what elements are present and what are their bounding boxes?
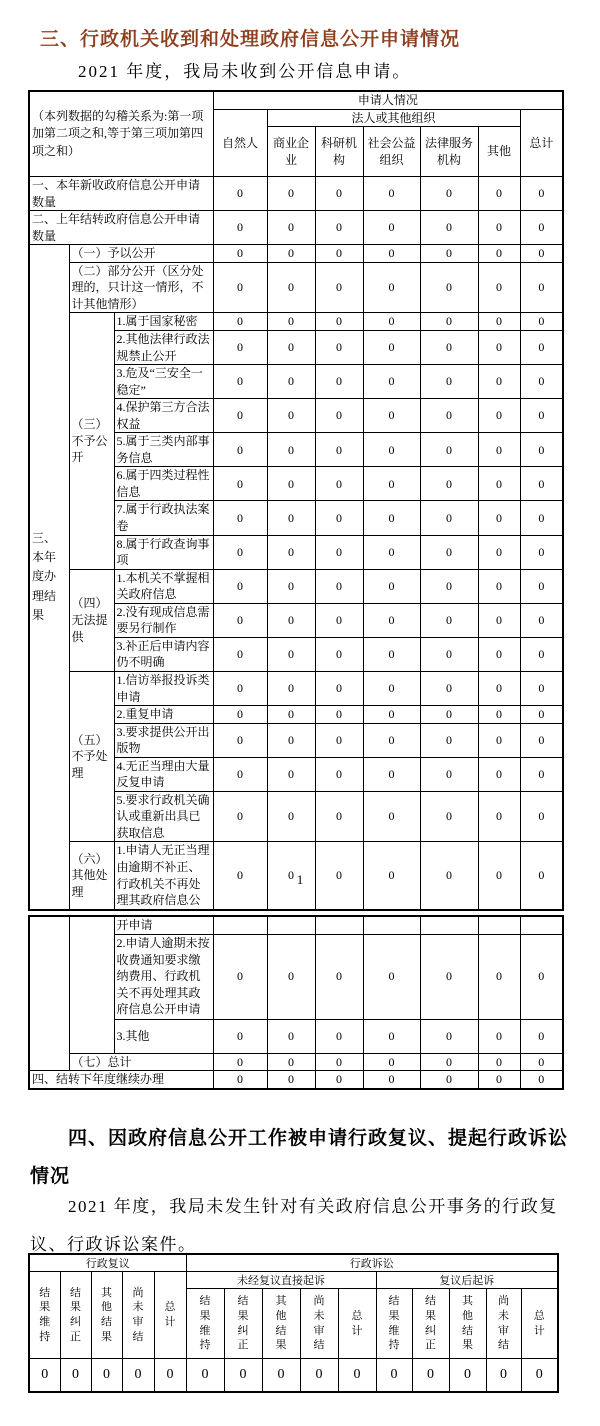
row-label-carryover: 二、上年结转政府信息公开申请数量: [29, 211, 213, 245]
header-cell: [122, 1272, 154, 1359]
value-cell: 0: [520, 1019, 563, 1053]
header-result-corrected: 结果纠正: [425, 1295, 437, 1352]
value-cell: 0: [315, 1071, 363, 1089]
value-cell: 0: [338, 1359, 376, 1392]
value-cell: 0: [478, 365, 520, 399]
value-cell: 0: [213, 757, 267, 791]
value-cell: 0: [478, 791, 520, 842]
value-cell: 0: [186, 1359, 224, 1392]
row-label: 3.其他: [114, 1019, 213, 1053]
value-cell: 0: [154, 1359, 186, 1392]
value-cell: 0: [520, 842, 563, 910]
value-cell: 0: [363, 262, 420, 313]
value-cell: 0: [213, 211, 267, 245]
value-cell: 0: [213, 313, 267, 331]
section-4-heading: 四、因政府信息公开工作被申请行政复议、提起行政诉讼情况: [30, 1128, 569, 1187]
value-cell: 0: [262, 1359, 300, 1392]
group-label-other-handling: （六）其他处理: [69, 842, 114, 910]
value-cell: 0: [267, 211, 315, 245]
value-cell: 0: [520, 331, 563, 365]
value-cell: 0: [420, 245, 478, 263]
value-cell: 0: [420, 723, 478, 757]
header-total: 总计: [533, 1309, 545, 1337]
value-cell: 0: [420, 1053, 478, 1071]
value-cell: 0: [315, 331, 363, 365]
value-cell: [315, 916, 363, 934]
value-cell: 0: [60, 1359, 91, 1392]
value-cell: [363, 916, 420, 934]
value-cell: 0: [213, 671, 267, 705]
value-cell: 0: [521, 1359, 558, 1392]
value-cell: 0: [478, 671, 520, 705]
value-cell: 0: [478, 399, 520, 433]
header-total: 总计: [520, 109, 563, 177]
value-cell: 0: [420, 842, 478, 910]
value-cell: 0: [363, 1071, 420, 1089]
value-cell: 0: [363, 177, 420, 211]
value-cell: 0: [213, 535, 267, 569]
header-cell: [412, 1289, 449, 1359]
value-cell: 0: [520, 262, 563, 313]
value-cell: 0: [520, 245, 563, 263]
value-cell: 0: [363, 706, 420, 724]
value-cell: 0: [520, 177, 563, 211]
value-cell: 0: [478, 569, 520, 603]
value-cell: 0: [213, 177, 267, 211]
value-cell: 0: [363, 331, 420, 365]
value-cell: 0: [420, 313, 478, 331]
value-cell: 0: [213, 365, 267, 399]
value-cell: 0: [300, 1359, 338, 1392]
value-cell: 0: [478, 1053, 520, 1071]
value-cell: 0: [363, 603, 420, 637]
value-cell: 0: [363, 842, 420, 910]
value-cell: 0: [315, 1019, 363, 1053]
value-cell: 0: [520, 535, 563, 569]
value-cell: 0: [520, 501, 563, 535]
value-cell: 0: [213, 791, 267, 842]
value-cell: 0: [213, 637, 267, 671]
header-cell: [338, 1289, 376, 1359]
value-cell: 0: [315, 706, 363, 724]
value-cell: 0: [363, 399, 420, 433]
row-label: 6.属于四类过程性信息: [114, 467, 213, 501]
value-cell: 0: [267, 313, 315, 331]
request-stats-table-page2: [28, 915, 564, 1090]
header-cell: [224, 1289, 262, 1359]
value-cell: 0: [363, 1019, 420, 1053]
value-cell: [478, 916, 520, 934]
value-cell: 0: [486, 1359, 521, 1392]
value-cell: 0: [363, 211, 420, 245]
value-cell: 0: [363, 467, 420, 501]
value-cell: 0: [520, 1053, 563, 1071]
header-pending: 尚未审结: [132, 1286, 144, 1343]
value-cell: 0: [315, 569, 363, 603]
value-cell: 0: [267, 177, 315, 211]
value-cell: 0: [363, 637, 420, 671]
value-cell: [213, 916, 267, 934]
header-cell: [486, 1289, 521, 1359]
value-cell: 0: [420, 1071, 478, 1089]
value-cell: 0: [363, 501, 420, 535]
value-cell: 0: [267, 433, 315, 467]
value-cell: 0: [267, 706, 315, 724]
header-other: 其他: [478, 127, 520, 177]
header-other-result: 其他结果: [101, 1286, 112, 1343]
row-label: 2.申请人逾期未按收费通知要求缴纳费用、行政机关不再处理其政府信息公开申请: [114, 934, 213, 1019]
value-cell: 0: [213, 934, 267, 1019]
value-cell: 0: [520, 399, 563, 433]
value-cell: 0: [267, 637, 315, 671]
value-cell: 0: [420, 637, 478, 671]
value-cell: 0: [376, 1359, 412, 1392]
row-label-subtotal: （七）总计: [69, 1053, 213, 1071]
value-cell: 0: [315, 399, 363, 433]
value-cell: 0: [420, 791, 478, 842]
row-label: 8.属于行政查询事项: [114, 535, 213, 569]
header-result-corrected: 结果纠正: [70, 1286, 81, 1343]
value-cell: 0: [478, 313, 520, 331]
value-cell: 0: [267, 501, 315, 535]
value-cell: 0: [267, 791, 315, 842]
row-label: 4.无正当理由大量反复申请: [114, 757, 213, 791]
row-label: 1.属于国家秘密: [114, 313, 213, 331]
value-cell: 0: [315, 177, 363, 211]
row-label: 1.本机关不掌握相关政府信息: [114, 569, 213, 603]
value-cell: 0: [420, 757, 478, 791]
row-label-new-requests: 一、本年新收政府信息公开申请数量: [29, 177, 213, 211]
header-admin-review: 行政复议: [29, 1254, 186, 1272]
value-cell: 0: [267, 723, 315, 757]
group-label-unable-provide: （四）无法提供: [69, 569, 114, 671]
group-label-annual-results: 三、本年度办理结果: [29, 245, 69, 910]
group-label-refused: （三）不予公开: [69, 313, 114, 569]
value-cell: 0: [315, 467, 363, 501]
value-cell: 0: [420, 331, 478, 365]
value-cell: 0: [267, 535, 315, 569]
header-cell: [60, 1272, 91, 1359]
value-cell: 0: [478, 467, 520, 501]
section-3-paragraph: 2021 年度，我局未收到公开信息申请。: [78, 62, 412, 81]
value-cell: 0: [224, 1359, 262, 1392]
value-cell: 0: [420, 535, 478, 569]
value-cell: 0: [267, 569, 315, 603]
value-cell: [520, 916, 563, 934]
value-cell: 0: [213, 842, 267, 910]
value-cell: 0: [420, 399, 478, 433]
value-cell: 0: [520, 934, 563, 1019]
value-cell: 0: [520, 723, 563, 757]
value-cell: 0: [478, 177, 520, 211]
value-cell: 0: [520, 365, 563, 399]
row-label: 5.要求行政机关确认或重新出具已获取信息: [114, 791, 213, 842]
value-cell: 0: [520, 569, 563, 603]
header-post-review-litigation: 复议后起诉: [376, 1272, 558, 1289]
value-cell: 0: [29, 1359, 60, 1392]
value-cell: 0: [315, 934, 363, 1019]
value-cell: 0: [520, 211, 563, 245]
value-cell: 0: [213, 433, 267, 467]
header-legal-service: 法律服务机构: [420, 127, 478, 177]
value-cell: 0: [478, 211, 520, 245]
value-cell: 0: [213, 399, 267, 433]
value-cell: 0: [267, 245, 315, 263]
value-cell: 0: [315, 313, 363, 331]
header-natural-person: 自然人: [213, 109, 267, 177]
value-cell: 0: [478, 637, 520, 671]
value-cell: 0: [267, 399, 315, 433]
header-other-result: 其他结果: [462, 1295, 474, 1352]
value-cell: 0: [478, 934, 520, 1019]
value-cell: 0: [478, 535, 520, 569]
value-cell: 0: [315, 637, 363, 671]
row-label: 4.保护第三方合法权益: [114, 399, 213, 433]
value-cell: 0: [363, 313, 420, 331]
value-cell: 0: [420, 934, 478, 1019]
value-cell: 0: [478, 245, 520, 263]
value-cell: 0: [213, 245, 267, 263]
value-cell: 0: [213, 603, 267, 637]
row-label: 2.重复申请: [114, 706, 213, 724]
value-cell: 0: [315, 535, 363, 569]
value-cell: 0: [420, 671, 478, 705]
value-cell: 0: [267, 1053, 315, 1071]
row-label: 2.没有现成信息需要另行制作: [114, 603, 213, 637]
value-cell: 0: [520, 313, 563, 331]
header-cell: [91, 1272, 122, 1359]
value-cell: 0: [363, 245, 420, 263]
row-label-continued: 开申请: [114, 916, 213, 934]
value-cell: 0: [363, 934, 420, 1019]
value-cell: 0: [363, 365, 420, 399]
value-cell: 0: [520, 1071, 563, 1089]
value-cell: 0: [315, 262, 363, 313]
section-3-heading: 三、行政机关收到和处理政府信息公开申请情况: [40, 29, 461, 50]
value-cell: 0: [412, 1359, 449, 1392]
header-cell: [29, 1272, 60, 1359]
value-cell: 0: [315, 603, 363, 637]
value-cell: 0: [520, 671, 563, 705]
value-cell: 0: [91, 1359, 122, 1392]
value-cell: 0: [420, 211, 478, 245]
value-cell: [420, 916, 478, 934]
value-cell: 0: [478, 1071, 520, 1089]
row-label: 3.要求提供公开出版物: [114, 723, 213, 757]
value-cell: 0: [363, 569, 420, 603]
header-cell: [376, 1289, 412, 1359]
value-cell: 0: [363, 723, 420, 757]
row-label: 3.补正后申请内容仍不明确: [114, 637, 213, 671]
value-cell: 0: [420, 1019, 478, 1053]
header-total: 总计: [164, 1301, 176, 1328]
row-label: 5.属于三类内部事务信息: [114, 433, 213, 467]
header-admin-litigation: 行政诉讼: [186, 1254, 558, 1272]
review-litigation-table: [28, 1253, 559, 1393]
value-cell: 0: [315, 671, 363, 705]
value-cell: 0: [315, 723, 363, 757]
value-cell: 0: [520, 791, 563, 842]
value-cell: 0: [520, 433, 563, 467]
value-cell: 0: [213, 723, 267, 757]
row-label: 1.信访举报投诉类申请: [114, 671, 213, 705]
value-cell: 0: [122, 1359, 154, 1392]
value-cell: 0: [363, 1053, 420, 1071]
value-cell: 0: [267, 1071, 315, 1089]
value-cell: 0: [420, 603, 478, 637]
row-label-next-year: 四、结转下年度继续办理: [29, 1071, 213, 1089]
request-stats-table-page1: [28, 90, 564, 911]
value-cell: 0: [315, 501, 363, 535]
value-cell: 0: [315, 791, 363, 842]
value-cell: 0: [267, 757, 315, 791]
value-cell: 0: [520, 467, 563, 501]
value-cell: 0: [267, 934, 315, 1019]
value-cell: 0: [420, 433, 478, 467]
value-cell: 0: [420, 706, 478, 724]
row-label: 3.危及“三安全一稳定”: [114, 365, 213, 399]
value-cell: 0: [267, 365, 315, 399]
header-result-upheld: 结果维持: [199, 1295, 211, 1352]
row-label: 7.属于行政执法案卷: [114, 501, 213, 535]
value-cell: 0: [420, 501, 478, 535]
header-cell: [521, 1289, 558, 1359]
header-social-welfare: 社会公益组织: [363, 127, 420, 177]
value-cell: 0: [520, 603, 563, 637]
section-4-paragraph: 2021 年度，我局未发生针对有关政府信息公开事务的行政复议、行政诉讼案件。: [30, 1197, 558, 1254]
value-cell: 0: [315, 245, 363, 263]
value-cell: 0: [267, 467, 315, 501]
table-corner-note: （本列数据的勾稽关系为:第一项加第二项之和,等于第三项加第四项之和）: [29, 91, 213, 177]
value-cell: 0: [213, 467, 267, 501]
header-direct-litigation: 未经复议直接起诉: [186, 1272, 376, 1289]
value-cell: 0: [420, 262, 478, 313]
header-other-result: 其他结果: [275, 1295, 287, 1352]
value-cell: 0: [213, 1053, 267, 1071]
header-research: 科研机构: [315, 127, 363, 177]
value-cell: 0: [315, 842, 363, 910]
value-cell: 0: [478, 331, 520, 365]
value-cell: 0: [267, 842, 315, 910]
value-cell: 0: [267, 331, 315, 365]
value-cell: 0: [420, 467, 478, 501]
value-cell: 0: [315, 757, 363, 791]
row-label-granted: （一）予以公开: [69, 245, 213, 263]
value-cell: 0: [478, 262, 520, 313]
value-cell: 0: [363, 791, 420, 842]
value-cell: 0: [213, 1071, 267, 1089]
row-label-partial: （二）部分公开（区分处理的，只计这一情形，不计其他情形）: [69, 262, 213, 313]
value-cell: 0: [478, 501, 520, 535]
value-cell: 0: [478, 706, 520, 724]
value-cell: 0: [420, 365, 478, 399]
header-cell: [186, 1289, 224, 1359]
value-cell: 0: [363, 671, 420, 705]
value-cell: 0: [267, 1019, 315, 1053]
header-result-corrected: 结果纠正: [237, 1295, 249, 1352]
value-cell: 0: [478, 433, 520, 467]
value-cell: 0: [478, 757, 520, 791]
header-cell: [262, 1289, 300, 1359]
value-cell: 0: [520, 757, 563, 791]
value-cell: 0: [420, 177, 478, 211]
value-cell: 0: [478, 603, 520, 637]
header-pending: 尚未审结: [313, 1295, 325, 1352]
value-cell: 0: [520, 637, 563, 671]
header-commercial: 商业企业: [267, 127, 315, 177]
group-label-continued-col1: [29, 916, 69, 1071]
value-cell: 0: [478, 842, 520, 910]
value-cell: 0: [363, 535, 420, 569]
value-cell: 0: [478, 1019, 520, 1053]
value-cell: 0: [420, 569, 478, 603]
value-cell: 0: [363, 757, 420, 791]
group-label-not-processed: （五）不予处理: [69, 671, 114, 841]
value-cell: 0: [478, 723, 520, 757]
value-cell: 0: [213, 1019, 267, 1053]
header-org-group: 法人或其他组织: [267, 109, 520, 127]
value-cell: 0: [267, 603, 315, 637]
row-label: 1.申请人无正当理由逾期不补正、行政机关不再处理其政府信息公: [114, 842, 213, 910]
value-cell: 0: [449, 1359, 486, 1392]
header-cell: [449, 1289, 486, 1359]
header-result-upheld: 结果维持: [388, 1295, 400, 1352]
header-applicant-situation: 申请人情况: [213, 91, 563, 109]
value-cell: 0: [520, 706, 563, 724]
value-cell: [267, 916, 315, 934]
value-cell: 0: [267, 262, 315, 313]
value-cell: 0: [363, 433, 420, 467]
header-total: 总计: [351, 1309, 363, 1337]
page-number: 1: [296, 872, 304, 887]
value-cell: 0: [315, 211, 363, 245]
group-label-continued-col2: [69, 916, 114, 1053]
value-cell: 0: [213, 331, 267, 365]
value-cell: 0: [315, 433, 363, 467]
header-cell: [154, 1272, 186, 1359]
row-label: 2.其他法律行政法规禁止公开: [114, 331, 213, 365]
header-pending: 尚未审结: [498, 1295, 510, 1352]
header-result-upheld: 结果维持: [39, 1286, 51, 1343]
header-cell: [300, 1289, 338, 1359]
value-cell: 0: [267, 671, 315, 705]
value-cell: 0: [315, 365, 363, 399]
value-cell: 0: [213, 569, 267, 603]
value-cell: 0: [213, 706, 267, 724]
value-cell: 0: [315, 1053, 363, 1071]
value-cell: 0: [213, 262, 267, 313]
value-cell: 0: [213, 501, 267, 535]
